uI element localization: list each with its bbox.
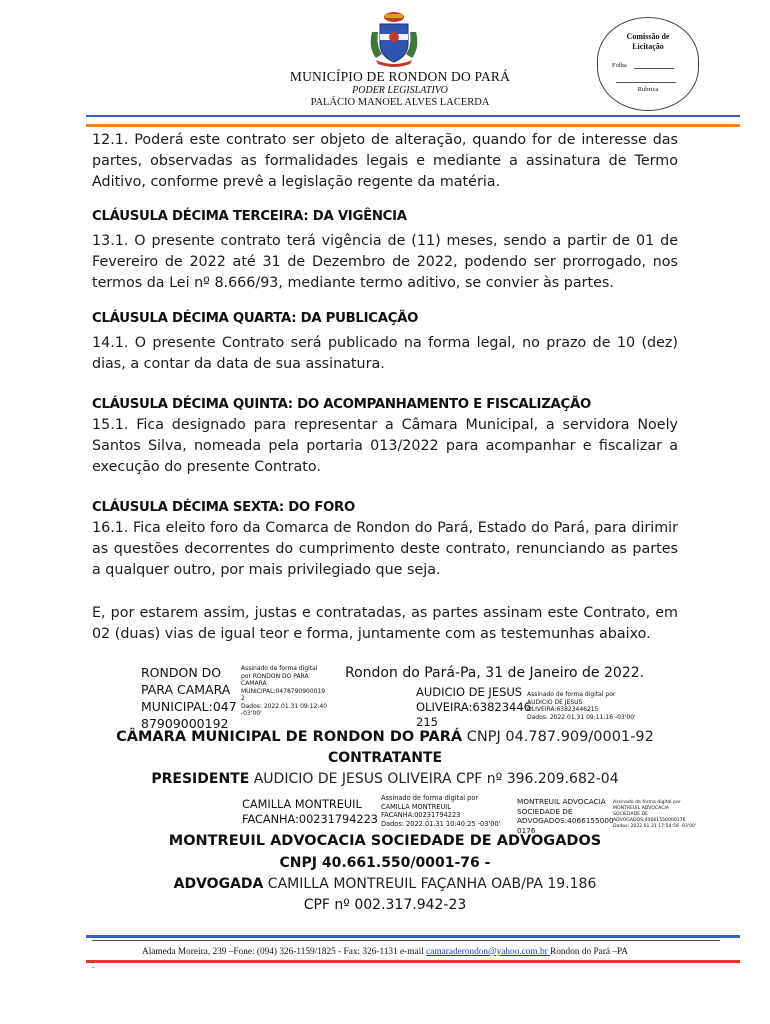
law-firm-name: MONTREUIL ADVOCACIA SOCIEDADE DE ADVOGADOS <box>168 833 602 849</box>
signature-montreuil-line: SOCIEDADE DE <box>517 806 573 816</box>
heading-clause-13: CLÁUSULA DÉCIMA TERCEIRA: DA VIGÊNCIA <box>92 209 407 224</box>
signature-detail-line: Assinado de forma digital por <box>613 800 681 805</box>
president-name-cpf: AUDICIO DE JESUS OLIVEIRA CPF nº 396.209.682-04 <box>249 771 619 787</box>
header-blue-rule <box>86 115 740 117</box>
heading-clause-14: CLÁUSULA DÉCIMA QUARTA: DA PUBLICAÇÃO <box>92 311 419 326</box>
digital-signature-camilla <box>242 797 378 827</box>
signature-president-line: OLIVEIRA:63823446 <box>416 700 531 714</box>
signature-detail-line: SOCIEDADE DE <box>613 812 648 817</box>
signature-detail-line: OLIVEIRA:63823446215 <box>527 706 599 713</box>
signature-detail-line: Assinado de forma digital por <box>527 691 616 698</box>
footer-red-rule <box>86 960 740 963</box>
digital-signature-montreuil <box>517 797 614 835</box>
camara-name: CÂMARA MUNICIPAL DE RONDON DO PARÁ <box>116 729 463 745</box>
paragraph-16-1: 16.1. Fica eleito foro da Comarca de Rondon do Pará, Estado do Pará, para dirimir as questões decorrentes do cumprimento deste contrato, renunciando as partes a qualquer outro, por mais privilegiado que seja. <box>92 520 678 578</box>
legislative-power-subtitle: PODER LEGISLATIVO <box>352 85 448 96</box>
law-firm-cnpj: CNPJ 40.661.550/0001-76 - <box>279 855 491 871</box>
signature-detail-line: FACANHA:00231794223 <box>381 811 461 819</box>
signature-detail-line: Dados: 2022.01.31 09:11:16 -03'00' <box>527 713 636 721</box>
lawyer-cpf: CPF nº 002.317.942-23 <box>303 897 467 913</box>
lawyer-identification <box>0 876 770 892</box>
signature-detail-line: por RONDON DO PARA <box>241 672 309 680</box>
paragraph-12-1: 12.1. Poderá este contrato ser objeto de alteração, quando for de interesse das partes, observadas as formalidades legais e mediante a assinatura de Termo Aditivo, conforme prevê a legislação regente da matéria. <box>92 132 678 190</box>
signature-detail-line: Dados: 2022.01.31 10:40:25 -03'00' <box>381 819 501 828</box>
signature-president-line: AUDICIO DE JESUS <box>416 685 523 699</box>
date-line: Rondon do Pará-Pa, 31 de Janeiro de 2022. <box>345 665 645 681</box>
signature-camara-line: RONDON DO <box>141 665 222 680</box>
signature-detail-line: Dados: 2022.01.31 09:12:40 <box>241 702 328 710</box>
signature-camara-line: PARA CAMARA <box>141 682 231 697</box>
camara-cnpj: CNPJ 04.787.909/0001-92 <box>462 729 654 745</box>
municipal-coat-of-arms-icon <box>366 10 422 68</box>
stamp-rubrica-label: Rubrica <box>637 86 659 93</box>
signature-detail-line: MONTREUIL ADVOCACIA <box>613 806 669 811</box>
closing-paragraph: E, por estarem assim, justas e contratadas, as partes assinam este Contrato, em 02 (duas) vias de igual teor e forma, juntamente com as testemunhas abaixo. <box>92 605 678 642</box>
signature-camara-line: 87909000192 <box>141 716 229 731</box>
paragraph-13-1: 13.1. O presente contrato terá vigência de (11) meses, sendo a partir de 01 de Fevereiro de 2022 até 31 de Dezembro de 2022, podendo ser prorrogado, nos termos da Lei nº 8.666/93, mediante termo aditivo, se convier às partes. <box>92 233 678 291</box>
president-identification <box>0 771 770 787</box>
signature-detail-line: CAMILLA MONTREUIL <box>381 802 451 811</box>
digital-signature-president-details <box>527 691 636 721</box>
paragraph-14-1: 14.1. O presente Contrato será publicado na forma legal, no prazo de 10 (dez) dias, a contar da data de sua assinatura. <box>92 335 678 372</box>
signature-detail-line: MUNICIPAL:0478790900019 <box>241 687 326 695</box>
footer-thin-rule <box>92 940 720 941</box>
signature-detail-line: Dados: 2022.01.31 17:54:56 -03'00' <box>613 824 697 829</box>
footer-city: Rondon do Pará –PA <box>550 947 628 957</box>
lawyer-title: ADVOGADA <box>173 876 264 892</box>
signature-camara-line: MUNICIPAL:047 <box>141 699 237 714</box>
signature-detail-line: -03'00' <box>241 710 262 717</box>
header-orange-rule <box>86 124 740 127</box>
heading-clause-16: CLÁUSULA DÉCIMA SEXTA: DO FORO <box>92 500 355 515</box>
contratante-label: CONTRATANTE <box>327 750 443 766</box>
lawyer-name-oab: CAMILLA MONTREUIL FAÇANHA OAB/PA 19.186 <box>263 876 597 892</box>
digital-signature-camilla-details <box>381 794 500 828</box>
signature-camilla-line: CAMILLA MONTREUIL <box>242 798 362 811</box>
footer-address <box>0 947 770 957</box>
stamp-rubrica-line <box>616 82 676 83</box>
signature-detail-line: Assinado de forma digital <box>241 665 318 672</box>
camara-identification <box>0 729 770 745</box>
signature-detail-line: 2 <box>241 695 245 702</box>
signature-detail-line: AUDICIO DE JESUS <box>527 698 583 706</box>
bidding-commission-stamp <box>597 17 699 111</box>
signature-detail-line: ADVOGADOS:40661550000176 <box>613 818 686 823</box>
stamp-folha-line <box>634 68 674 69</box>
stamp-folha-label: Folha <box>612 62 627 69</box>
signature-montreuil-line: ADVOGADOS:4066155000 <box>517 816 614 825</box>
digital-signature-montreuil-details <box>613 800 696 830</box>
paragraph-15-1: 15.1. Fica designado para representar a Câmara Municipal, a servidora Noely Santos Silva, nomeada pela portaria 013/2022 para acompanhar e fiscalizar a execução do presente Contrato. <box>92 417 678 475</box>
signature-detail-line: Assinado de forma digital por <box>381 794 479 802</box>
footer-blue-rule <box>86 935 740 938</box>
municipality-title: MUNICÍPIO DE RONDON DO PARÁ <box>289 69 511 84</box>
digital-signature-camara-details <box>241 665 327 718</box>
palace-name: PALÁCIO MANOEL ALVES LACERDA <box>310 97 490 108</box>
heading-clause-15: CLÁUSULA DÉCIMA QUINTA: DO ACOMPANHAMENTO E FISCALIZAÇÃO <box>92 397 591 412</box>
signature-detail-line: CAMARA <box>241 680 267 687</box>
footer-address-text: Alameda Moreira, 239 –Fone: (094) 326-1159/1825 - Fax: 326-1131 e-mail <box>142 947 427 957</box>
signature-president-line: 215 <box>416 715 438 729</box>
footer-mark: . <box>92 960 95 970</box>
president-title: PRESIDENTE <box>151 771 250 787</box>
stamp-title-line2: Licitação <box>632 42 664 51</box>
stamp-title-line1: Comissão de <box>626 32 670 41</box>
signature-montreuil-line: 0176 <box>517 825 536 835</box>
digital-signature-president <box>416 685 531 730</box>
footer-email-link[interactable]: camaraderondon@yahoo.com.br <box>426 947 551 957</box>
signature-camilla-line: FACANHA:00231794223 <box>242 813 378 826</box>
signature-montreuil-line: MONTREUIL ADVOCACIA <box>517 797 606 806</box>
digital-signature-camara <box>141 664 237 732</box>
